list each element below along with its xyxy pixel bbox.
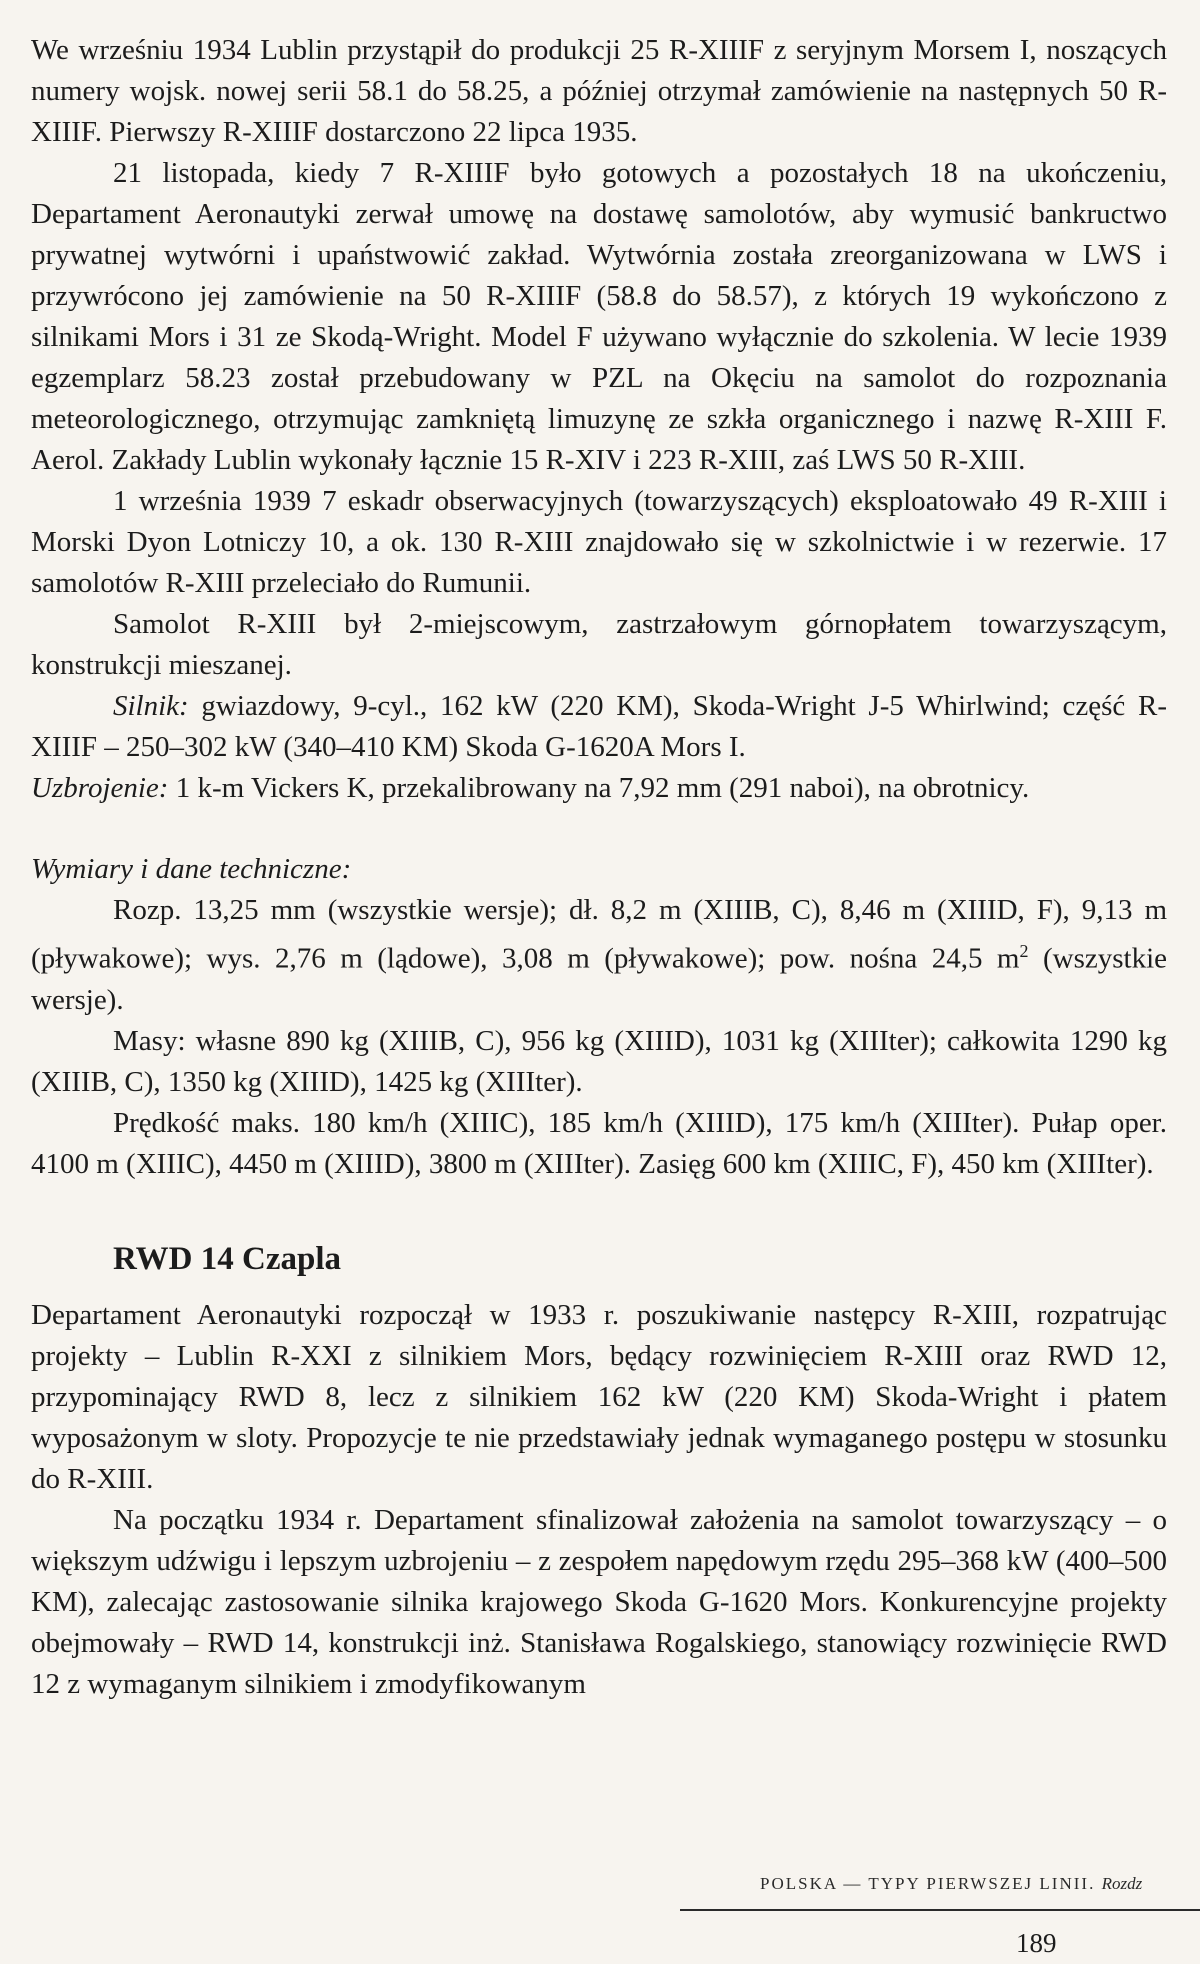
paragraph: Samolot R-XIII był 2-miejscowym, zastrzałowym górnopłatem towarzyszącym, konstrukcji mieszanej. (31, 608, 1167, 681)
paragraph: Departament Aeronautyki rozpoczął w 1933 r. poszukiwanie następcy R-XIII, rozpatrując projekty – Lublin R-XXI z silnikiem Mors, będący rozwinięciem R-XIII oraz RWD 12, przypominający RWD 8, lecz z silnikiem 162 kW (220 KM) Skoda-Wright i płatem wyposażonym w sloty. Propozycje te nie przedstawiały jednak wymaganego postępu w stosunku do R-XIII. (31, 1298, 1167, 1495)
engine-label: Silnik: (113, 690, 189, 722)
running-head-chapter: Rozdz (1101, 1874, 1143, 1893)
engine-text: gwiazdowy, 9-cyl., 162 kW (220 KM), Skoda-Wright J-5 Whirlwind; część R-XIIIF – 250–302 kW (340–410 KM) Skoda G-1620A Mors I. (31, 690, 1167, 763)
paragraph: 21 listopada, kiedy 7 R-XIIIF było gotowych a pozostałych 18 na ukończeniu, Departament Aeronautyki zerwał umowę na dostawę samolotów, aby wymusić bankructwo prywatnej wytwórni i upaństwowić zakład. Wytwórnia została zreorganizowana w LWS i przywrócono jej zamówienie na 50 R-XIIIF (58.8 do 58.57), z których 19 wykończono z silnikami Mors i 31 ze Skodą-Wright. Model F używano wyłącznie do szkolenia. W lecie 1939 egzemplarz 58.23 został przebudowany w PZL na Okęciu na samolot do rozpoznania meteorologicznego, otrzymując zamkniętą limuzynę ze szkła organicznego i nazwę R-XIII F. Aerol. Zakłady Lublin wykonały łącznie 15 R-XIV i 223 R-XIII, zaś LWS 50 R-XIII. (31, 157, 1167, 476)
dimensions-heading: Wymiary i dane techniczne: (31, 853, 352, 885)
armament-spec (31, 768, 1167, 809)
body-text (31, 30, 1167, 1705)
superscript: 2 (1019, 941, 1029, 961)
running-head-text: POLSKA — TYPY PIERWSZEJ LINII. (760, 1874, 1096, 1893)
paragraph: 1 września 1939 7 eskadr obserwacyjnych (towarzyszących) eksploatowało 49 R-XIII i Morski Dyon Lotniczy 10, a ok. 130 R-XIII znajdowało się w szkolnictwie i w rezerwie. 17 samolotów R-XIII przeleciało do Rumunii. (31, 485, 1167, 599)
mass-paragraph: Masy: własne 890 kg (XIIIB, C), 956 kg (XIIID), 1031 kg (XIIIter); całkowita 1290 kg (XIIIB, C), 1350 kg (XIIID), 1425 kg (XIIIter). (31, 1024, 1167, 1098)
footer-rule (680, 1909, 1200, 1911)
section-title: RWD 14 Czapla (113, 1240, 342, 1277)
armament-text: 1 k-m Vickers K, przekalibrowany na 7,92 mm (291 naboi), na obrotnicy. (168, 772, 1030, 804)
paragraph: Na początku 1934 r. Departament sfinalizował założenia na samolot towarzyszący – o większym udźwigu i lepszym uzbrojeniu – z zespołem napędowym rzędu 295–368 kW (400–500 KM), zalecając zastosowanie silnika krajowego Skoda G-1620 Mors. Konkurencyjne projekty obejmowały – RWD 14, konstrukcji inż. Stanisława Rogalskiego, stanowiący rozwinięcie RWD 12 z wymaganym silnikiem i zmodyfikowanym (31, 1503, 1167, 1700)
dimensions-tail: (wszystkie wersje). (31, 942, 1168, 1016)
dimensions-paragraph (31, 890, 1167, 1021)
dimensions-text: Rozp. 13,25 mm (wszystkie wersje); dł. 8,2 m (XIIIB, C), 8,46 m (XIIID, F), 9,13 m (pływakowe); wys. 2,76 m (lądowe), 3,08 m (pływakowe); pow. nośna 24,5 m (31, 894, 1167, 975)
paragraph: We wrześniu 1934 Lublin przystąpił do produkcji 25 R-XIIIF z seryjnym Morsem I, noszących numery wojsk. nowej serii 58.1 do 58.25, a później otrzymał zamówienie na następnych 50 R-XIIIF. Pierwszy R-XIIIF dostarczono 22 lipca 1935. (31, 34, 1167, 148)
performance-paragraph: Prędkość maks. 180 km/h (XIIIC), 185 km/h (XIIID), 175 km/h (XIIIter). Pułap oper. 4100 m (XIIIC), 4450 m (XIIID), 3800 m (XIIIter). Zasięg 600 km (XIIIC, F), 450 km (XIIIter). (31, 1106, 1167, 1180)
running-head (760, 1874, 1142, 1894)
page-number: 189 (1016, 1928, 1057, 1958)
engine-spec (31, 686, 1167, 768)
armament-label: Uzbrojenie: (31, 772, 169, 804)
